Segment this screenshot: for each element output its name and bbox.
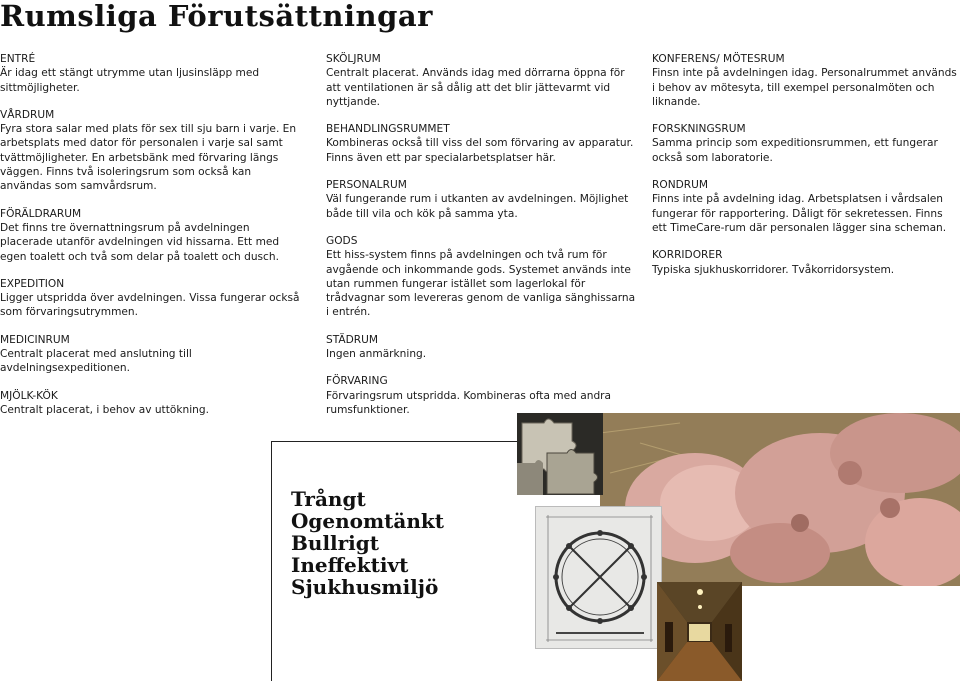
section-behandlingsrummet bbox=[326, 122, 638, 165]
section-skoljrum bbox=[326, 52, 638, 109]
section-body: Centralt placerat, i behov av uttökning. bbox=[0, 403, 209, 416]
section-rondrum bbox=[652, 178, 960, 235]
section-forvaring bbox=[326, 374, 638, 417]
section-body: Fyra stora salar med plats för sex till sju barn i varje. En arbetsplats med dator för personalen i varje sal samt tvättmöjligheter. En arbetsbänk med förvaring längs väggen. Finns två isoleringsrum som också kan användas som samvårdsrum. bbox=[0, 123, 297, 193]
keyword-item: Ogenomtänkt bbox=[291, 509, 445, 533]
section-heading: PERSONALRUM bbox=[326, 179, 407, 192]
section-body: Det finns tre övernattningsrum på avdelningen placerade utanför avdelningen vid hissarna. Ett med egen toalett och två som delar på toalett och dusch. bbox=[0, 221, 280, 263]
page-title: Rumsliga Förutsättningar bbox=[0, 0, 433, 33]
keyword-item: Bullrigt bbox=[291, 531, 379, 555]
section-mjolk-kok bbox=[0, 389, 300, 418]
section-heading: RONDRUM bbox=[652, 179, 709, 192]
section-gods bbox=[326, 234, 638, 320]
keyword-item: Trångt bbox=[291, 487, 366, 511]
section-heading: GODS bbox=[326, 234, 358, 247]
hamster-wheel-drawing bbox=[535, 506, 662, 649]
section-heading: SKÖLJRUM bbox=[326, 53, 381, 65]
puzzle-photo bbox=[517, 413, 603, 495]
section-body: Ett hiss-system finns på avdelningen och två rum för avgående och inkommande gods. Systemet används inte utan rummen fungerar istället som lagerlokal för trådvagnar som levereras genom de vanliga sänghissarna i entrén. bbox=[326, 249, 636, 319]
section-foraldrarum bbox=[0, 207, 300, 264]
corridor-photo bbox=[657, 582, 742, 681]
section-heading: FORSKNINGSRUM bbox=[652, 123, 746, 136]
section-heading: MEDICINRUM bbox=[0, 333, 70, 346]
section-korridorer bbox=[652, 248, 960, 277]
section-body: Är idag ett stängt utrymme utan ljusinsläpp med sittmöjligheter. bbox=[0, 67, 260, 94]
section-heading: STÄDRUM bbox=[326, 333, 379, 346]
section-heading: EXPEDITION bbox=[0, 277, 65, 290]
section-entre bbox=[0, 52, 300, 95]
section-heading: VÅRDRUM bbox=[0, 108, 55, 121]
section-personalrum bbox=[326, 178, 638, 221]
section-body: Kombineras också till viss del som förvaring av apparatur. Finns även ett par specialarbetsplatser här. bbox=[326, 137, 634, 164]
section-body: Finsn inte på avdelningen idag. Personalrummet används i behov av mötesyta, till exempel personalmöten och liknande. bbox=[652, 67, 957, 108]
text-column-2 bbox=[326, 52, 638, 430]
section-body: Finns inte på avdelning idag. Arbetsplatsen i vårdsalen fungerar för rapportering. Dåligt för sekretessen. Finns ett TimeCare-rum där personalen lägger sina scheman. bbox=[652, 193, 947, 234]
section-body: Väl fungerande rum i utkanten av avdelningen. Möjlighet både till vila och kök på samma yta. bbox=[326, 193, 629, 220]
section-heading: KONFERENS/ MÖTESRUM bbox=[652, 53, 785, 65]
keyword-item: Sjukhusmiljö bbox=[291, 575, 439, 599]
section-body: Förvaringsrum utspridda. Kombineras ofta med andra rumsfunktioner. bbox=[326, 389, 612, 416]
section-forskningsrum bbox=[652, 122, 960, 165]
section-body: Ligger utspridda över avdelningen. Vissa fungerar också som förvaringsutrymmen. bbox=[0, 292, 300, 319]
section-heading: FÖRVARING bbox=[326, 375, 388, 388]
section-medicinrum bbox=[0, 333, 300, 376]
section-heading: BEHANDLINGSRUMMET bbox=[326, 123, 450, 136]
section-body: Samma princip som expeditionsrummen, ett fungerar också som laboratorie. bbox=[652, 137, 938, 164]
section-stadrum bbox=[326, 333, 638, 362]
section-body: Ingen anmärkning. bbox=[326, 348, 427, 361]
section-heading: FÖRÄLDRARUM bbox=[0, 207, 82, 220]
text-column-1 bbox=[0, 52, 300, 430]
section-body: Centralt placerat med anslutning till avdelningsexpeditionen. bbox=[0, 348, 192, 375]
section-body: Typiska sjukhuskorridorer. Tvåkorridorsystem. bbox=[652, 263, 895, 276]
section-heading: MJÖLK-KÖK bbox=[0, 389, 58, 402]
section-expedition bbox=[0, 277, 300, 320]
keyword-list bbox=[291, 488, 444, 598]
keyword-item: Ineffektivt bbox=[291, 553, 409, 577]
section-vardrum bbox=[0, 108, 300, 194]
section-konferens bbox=[652, 52, 960, 109]
section-heading: ENTRÉ bbox=[0, 53, 36, 65]
section-body: Centralt placerat. Används idag med dörrarna öppna för att ventilationen är så dålig att det blir jättevarmt vid nyttjande. bbox=[326, 67, 625, 108]
text-column-3 bbox=[652, 52, 960, 290]
section-heading: KORRIDORER bbox=[652, 249, 723, 262]
